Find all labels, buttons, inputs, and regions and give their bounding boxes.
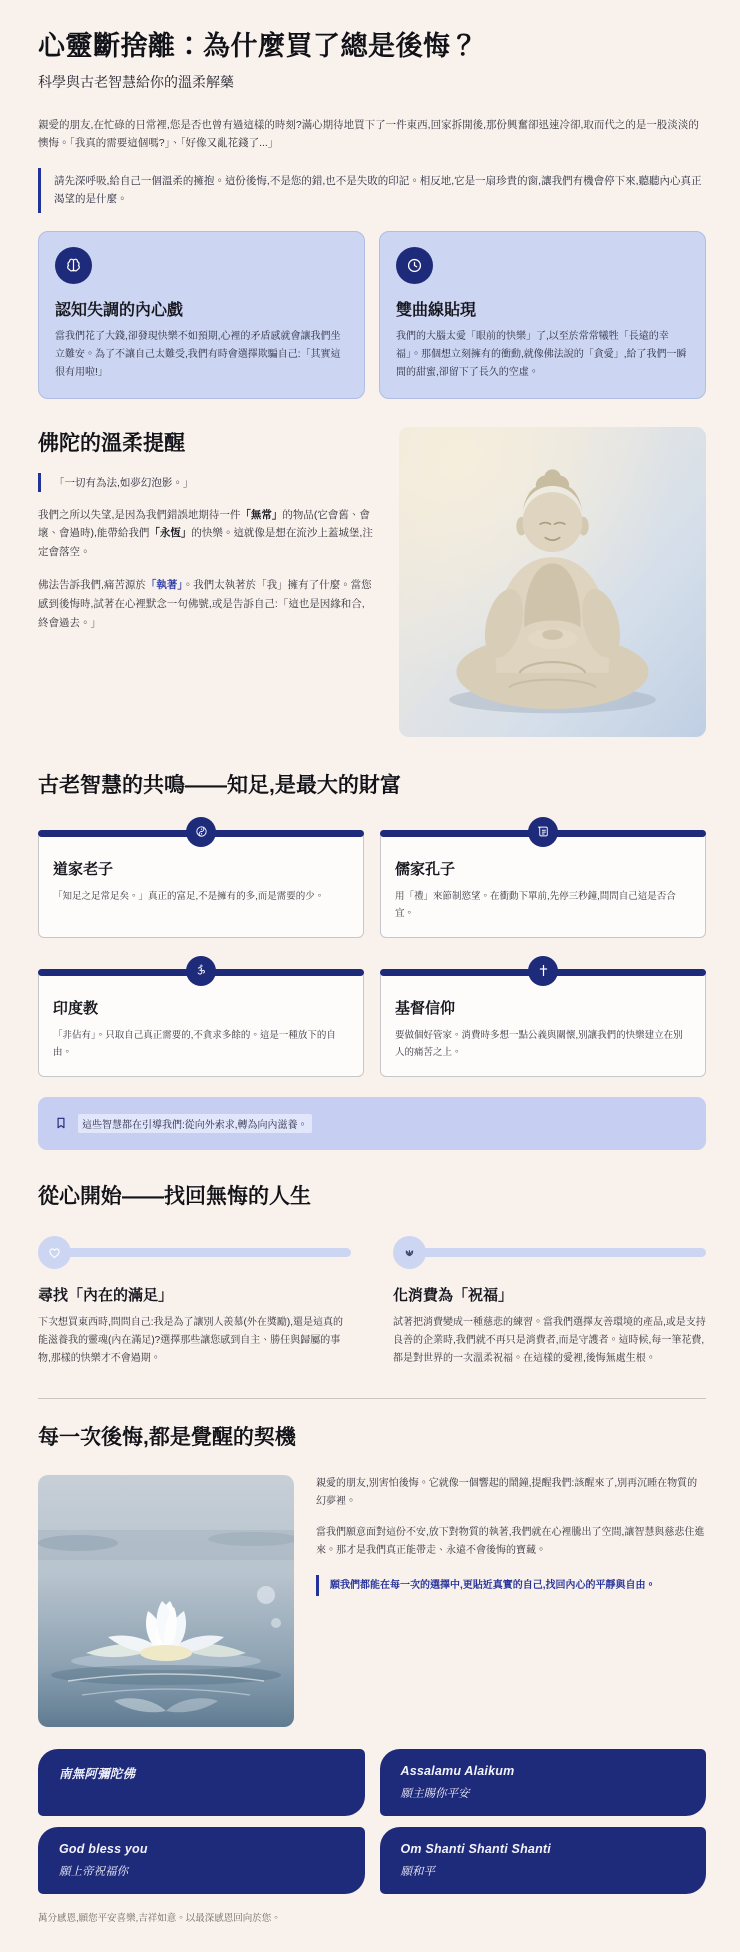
card-title: 基督信仰 [395, 999, 456, 1017]
card-hyperbolic-discounting [379, 231, 706, 399]
timeline-rail [393, 1236, 706, 1269]
section-heading-wisdom: 古老智慧的共鳴——知足,是最大的財富 [38, 773, 401, 797]
blessing-card-hindu [380, 1827, 707, 1894]
bookmark-icon [54, 1116, 68, 1130]
buddha-paragraph-1: 我們之所以失望,是因為我們錯誤地期待一件「無常」的物品(它會舊、會壞、會過時),能帶給我們「永恆」的快樂。這就像是想在流沙上蓋城堡,注定會落空。 [38, 508, 373, 559]
column-title: 化消費為「祝福」 [393, 1286, 514, 1304]
blessing-card-christian [38, 1827, 365, 1894]
page-title: 心靈斷捨離：為什麼買了總是後悔？ [38, 31, 478, 61]
clock-icon [396, 247, 433, 284]
lotus-image [38, 1475, 294, 1727]
om-icon [186, 956, 216, 986]
blessing-translation: 願和平 [400, 1865, 435, 1878]
card-christianity [380, 970, 706, 1077]
buddha-paragraph-2: 佛法告訴我們,痛苦源於「執著」。我們太執著於「我」擁有了什麼。當您感到後悔時,試著在心裡默念一句佛號,或是告訴自己:「這也是因緣和合,終會過去。」 [38, 579, 372, 629]
card-text: 當我們花了大錢,卻發現快樂不如預期,心裡的矛盾感就會讓我們坐立難安。為了不讓自己太難受,我們有時會選擇欺騙自己:「其實這很有用啦!」 [55, 330, 341, 378]
awakening-text [316, 1475, 706, 1727]
wisdom-cards [38, 831, 706, 1077]
card-taoism [38, 831, 364, 938]
card-cognitive-dissonance [38, 231, 365, 399]
section-divider [38, 1398, 706, 1399]
column-text: 下次想買東西時,問問自己:我是為了讓別人羨慕(外在獎勵),還是這真的能滋養我的靈魂(內在滿足)?選擇那些讓您感到自主、勝任與歸屬的事物,那樣的快樂才不會過期。 [38, 1316, 343, 1364]
awakening-section [38, 1475, 706, 1727]
renew-columns [38, 1236, 706, 1368]
timeline-rail [38, 1236, 351, 1269]
psych-cards [38, 231, 706, 399]
sutra-quote: 「一切有為法,如夢幻泡影。」 [38, 473, 373, 492]
footer-gratitude: 萬分感恩,願您平安喜樂,吉祥如意。以最深感恩回向於您。 [38, 1912, 281, 1924]
card-title: 雙曲線貼現 [396, 301, 477, 319]
dove-icon [393, 1236, 426, 1269]
card-hinduism [38, 970, 364, 1077]
card-text: 用「禮」來節制慾望。在衝動下單前,先停三秒鐘,問問自己這是否合宜。 [395, 890, 676, 920]
column-text: 試著把消費變成一種慈悲的練習。當我們選擇友善環境的產品,或是支持良善的企業時,我們就不再只是消費者,而是守護者。這時候,每一筆花費,都是對世界的一次溫柔祝福。在這樣的愛裡,後悔無處生根。 [393, 1316, 706, 1364]
blessing-line: Assalamu Alaikum [400, 1763, 515, 1778]
card-confucianism [380, 831, 706, 938]
awakening-paragraph-1: 親愛的朋友,別害怕後悔。它就像一個響起的鬧鐘,提醒我們:該醒來了,別再沉睡在物質的幻夢裡。 [316, 1477, 698, 1507]
blessing-cards [38, 1749, 706, 1894]
card-text: 我們的大腦太愛「眼前的快樂」了,以至於常常犧牲「長遠的幸福」。那個想立刻擁有的衝動,就像佛法說的「貪愛」,給了我們一瞬間的甜蜜,卻留下了長久的空虛。 [396, 330, 687, 378]
final-blessing: 願我們都能在每一次的選擇中,更貼近真實的自己,找回內心的平靜與自由。 [316, 1575, 706, 1596]
brain-icon [55, 247, 92, 284]
card-text: 「知足之足常足矣。」真正的富足,不是擁有的多,而是需要的少。 [53, 890, 325, 902]
comfort-callout: 請先深呼吸,給自己一個溫柔的擁抱。這份後悔,不是您的錯,也不是失敗的印記。相反地,它是一扇珍貴的窗,讓我們有機會停下來,聽聽內心真正渴望的是什麼。 [38, 168, 706, 213]
wisdom-note [38, 1097, 706, 1150]
card-title: 儒家孔子 [395, 860, 456, 878]
yinyang-icon [186, 817, 216, 847]
blessing-translation: 願主賜你平安 [400, 1787, 470, 1800]
note-text: 這些智慧都在引導我們:從向外索求,轉為向內滋養。 [78, 1114, 312, 1133]
intro-paragraph: 親愛的朋友,在忙碌的日常裡,您是否也曾有過這樣的時刻?滿心期待地買下了一件東西,回家拆開後,那份興奮卻迅速冷卻,取而代之的是一股淡淡的懊悔。「我真的需要這個嗎?」、「好像又亂花錢了...」 [38, 119, 699, 150]
blessing-line: God bless you [59, 1841, 148, 1856]
heart-icon [38, 1236, 71, 1269]
card-title: 認知失調的內心戲 [55, 301, 184, 319]
section-heading-renew: 從心開始——找回無悔的人生 [38, 1184, 311, 1208]
cross-icon [528, 956, 558, 986]
column-inner-satisfaction [38, 1236, 351, 1368]
rail-bar [66, 1248, 351, 1257]
blessing-line: 南無阿彌陀佛 [59, 1766, 136, 1781]
card-text: 「非佔有」。只取自己真正需要的,不貪求多餘的。這是一種放下的自由。 [53, 1029, 336, 1059]
rail-bar [421, 1248, 706, 1257]
page-subtitle: 科學與古老智慧給你的溫柔解藥 [38, 74, 234, 90]
column-title: 尋找「內在的滿足」 [38, 1286, 174, 1304]
section-heading-buddha: 佛陀的溫柔提醒 [38, 431, 185, 455]
blessing-card-buddhist [38, 1749, 365, 1816]
section-heading-awakening: 每一次後悔,都是覺醒的契機 [38, 1425, 296, 1449]
buddha-text-column [38, 427, 373, 737]
blessing-line: Om Shanti Shanti Shanti [400, 1841, 551, 1856]
card-title: 印度教 [53, 999, 99, 1017]
card-title: 道家老子 [53, 860, 114, 878]
card-text: 要做個好管家。消費時多想一點公義與關懷,別讓我們的快樂建立在別人的痛苦之上。 [395, 1029, 683, 1059]
column-consumption-blessing [393, 1236, 706, 1368]
blessing-translation: 願上帝祝福你 [59, 1865, 128, 1878]
buddha-section [38, 427, 706, 737]
blessing-card-islamic [380, 1749, 707, 1816]
buddha-statue-image [399, 427, 706, 737]
awakening-paragraph-2: 當我們願意面對這份不安,放下對物質的執著,我們就在心裡騰出了空間,讓智慧與慈悲住進來。那才是我們真正能帶走、永遠不會後悔的寶藏。 [316, 1526, 705, 1556]
scroll-icon [528, 817, 558, 847]
